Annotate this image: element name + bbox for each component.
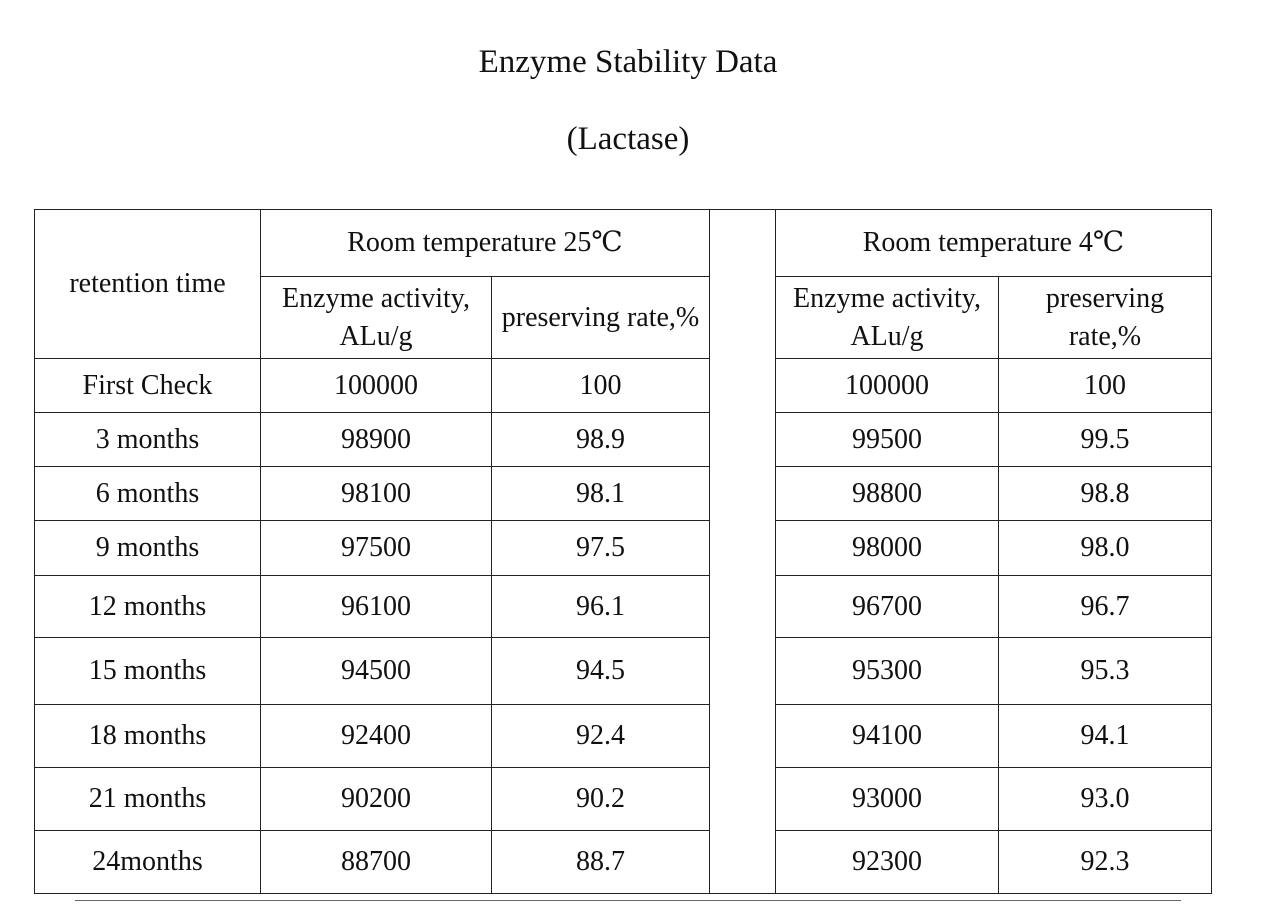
table-row	[35, 521, 1212, 576]
table-row	[35, 768, 1212, 831]
enzyme-stability-table	[34, 209, 1212, 894]
retention-time-cell: 3 months	[35, 413, 261, 467]
activity-4c-cell: 96700	[776, 576, 999, 638]
bottom-divider	[75, 900, 1181, 901]
table-gap-column	[710, 210, 776, 894]
table-row	[35, 359, 1212, 413]
retention-time-cell: 21 months	[35, 768, 261, 831]
activity-4c-cell: 98800	[776, 467, 999, 521]
rate-4c-cell: 93.0	[999, 768, 1212, 831]
rate-4c-cell: 99.5	[999, 413, 1212, 467]
rate-4c-cell: 92.3	[999, 831, 1212, 894]
group-header-25c: Room temperature 25℃	[261, 210, 710, 277]
rate-25c-cell: 92.4	[492, 705, 710, 768]
rate-25c-cell: 98.9	[492, 413, 710, 467]
rate-25c-cell: 97.5	[492, 521, 710, 576]
retention-time-cell: 15 months	[35, 638, 261, 705]
rate-4c-cell: 94.1	[999, 705, 1212, 768]
retention-time-cell: 18 months	[35, 705, 261, 768]
activity-25c-cell: 97500	[261, 521, 492, 576]
rate-4c-cell: 95.3	[999, 638, 1212, 705]
activity-header-25c-line1: Enzyme activity,	[282, 282, 470, 314]
rate-25c-cell: 96.1	[492, 576, 710, 638]
activity-25c-cell: 100000	[261, 359, 492, 413]
activity-header-4c	[776, 277, 999, 359]
activity-25c-cell: 98100	[261, 467, 492, 521]
activity-25c-cell: 96100	[261, 576, 492, 638]
activity-4c-cell: 94100	[776, 705, 999, 768]
rate-4c-cell: 96.7	[999, 576, 1212, 638]
activity-header-4c-line2: ALu/g	[850, 320, 924, 352]
rate-25c-cell: 90.2	[492, 768, 710, 831]
activity-4c-cell: 99500	[776, 413, 999, 467]
table-row	[35, 638, 1212, 705]
rate-header-4c	[999, 277, 1212, 359]
activity-25c-cell: 92400	[261, 705, 492, 768]
rate-header-4c-line1: preserving	[1045, 282, 1165, 314]
group-header-4c: Room temperature 4℃	[776, 210, 1212, 277]
rate-25c-cell: 88.7	[492, 831, 710, 894]
page-title: Enzyme Stability Data	[478, 44, 778, 80]
activity-4c-cell: 93000	[776, 768, 999, 831]
activity-25c-cell: 90200	[261, 768, 492, 831]
retention-time-cell: 24months	[35, 831, 261, 894]
retention-time-cell: 9 months	[35, 521, 261, 576]
activity-25c-cell: 94500	[261, 638, 492, 705]
activity-header-25c	[261, 277, 492, 359]
rate-25c-cell: 94.5	[492, 638, 710, 705]
retention-time-cell: 6 months	[35, 467, 261, 521]
rate-25c-cell: 100	[492, 359, 710, 413]
retention-time-header: retention time	[35, 210, 261, 359]
activity-header-25c-line2: ALu/g	[339, 320, 413, 352]
rate-25c-cell: 98.1	[492, 467, 710, 521]
rate-header-4c-line2: rate,%	[1068, 320, 1142, 352]
rate-4c-cell: 98.0	[999, 521, 1212, 576]
rate-4c-cell: 100	[999, 359, 1212, 413]
retention-time-cell: 12 months	[35, 576, 261, 638]
activity-header-4c-line1: Enzyme activity,	[793, 282, 981, 314]
activity-25c-cell: 98900	[261, 413, 492, 467]
table-row	[35, 831, 1212, 894]
activity-25c-cell: 88700	[261, 831, 492, 894]
rate-4c-cell: 98.8	[999, 467, 1212, 521]
table-row	[35, 576, 1212, 638]
activity-4c-cell: 100000	[776, 359, 999, 413]
activity-4c-cell: 95300	[776, 638, 999, 705]
retention-time-cell: First Check	[35, 359, 261, 413]
rate-header-25c: preserving rate,%	[492, 277, 710, 359]
group-header-row	[35, 210, 1212, 277]
table-row	[35, 705, 1212, 768]
table-row	[35, 467, 1212, 521]
page-subtitle: (Lactase)	[566, 121, 690, 157]
activity-4c-cell: 92300	[776, 831, 999, 894]
activity-4c-cell: 98000	[776, 521, 999, 576]
table-row	[35, 413, 1212, 467]
